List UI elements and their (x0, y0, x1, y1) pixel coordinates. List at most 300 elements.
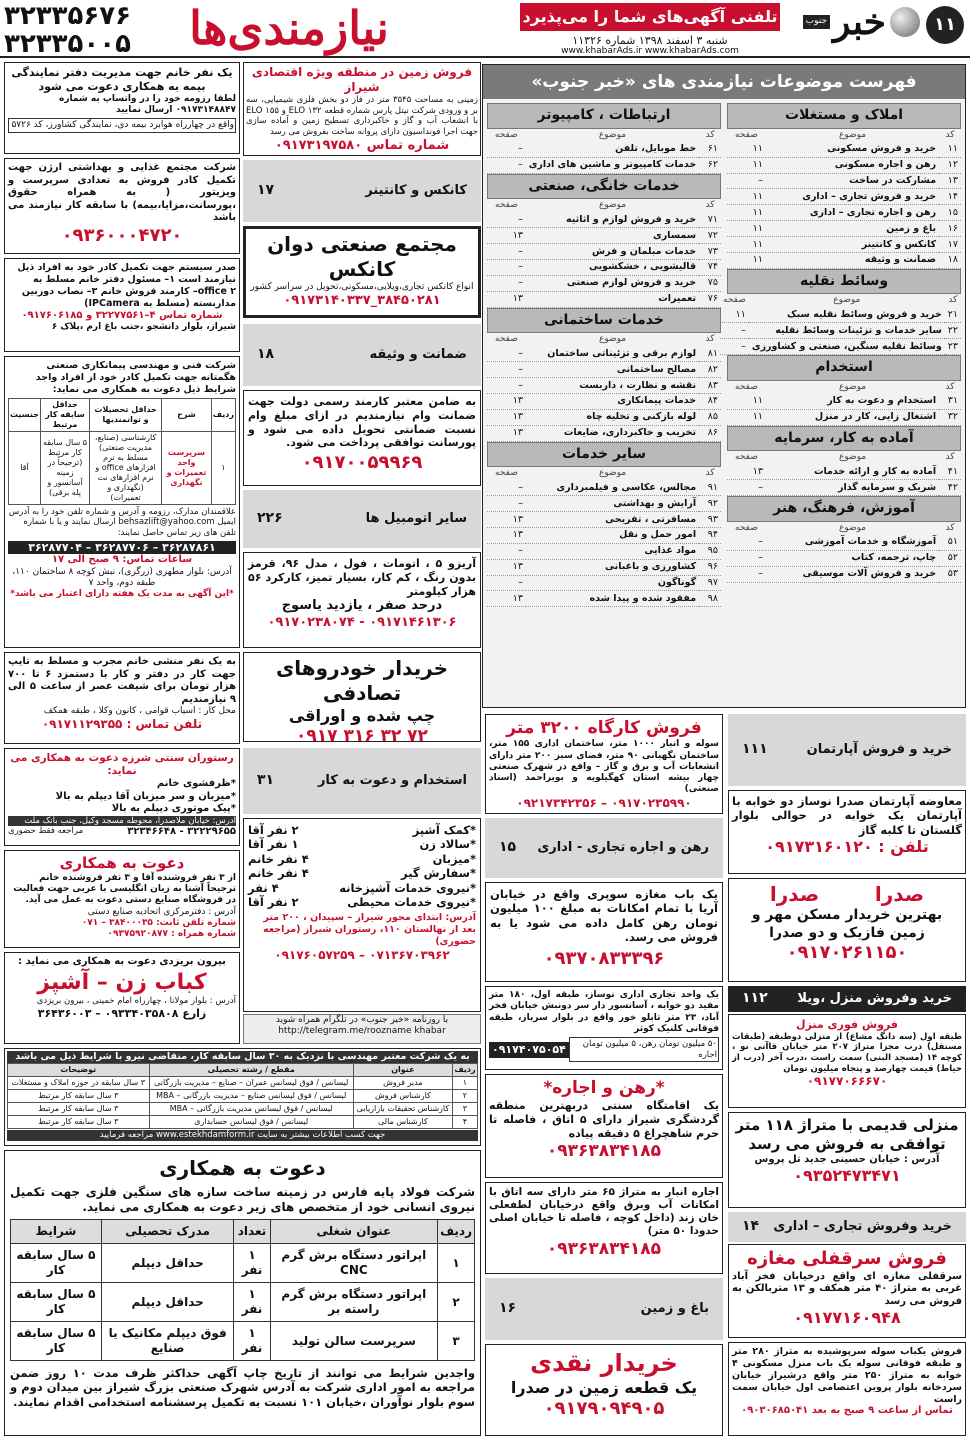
page-header (0, 0, 970, 58)
index-category-heading: آموزش، فرهنگ، هنر (727, 496, 961, 522)
table-cell: ۳ (452, 1102, 477, 1115)
index-category-heading: وسائط نقلیه (727, 269, 961, 295)
index-subject: آرایش و بهداشتی (526, 496, 699, 512)
table-row (8, 1102, 478, 1115)
index-column-header: موضوع (838, 129, 867, 140)
table-row (8, 1115, 478, 1128)
index-code: ۱۶ (939, 221, 961, 237)
job-count: ۴ نفر خانم (248, 851, 309, 866)
ad-kargah: فروش کارگاه ۳۲۰۰ متر سوله و انبار ۱۰۰۰ متر، ساختمان اداری ۱۵۵ متر، ساختمان نگهبانی ۹۰ متر، فضای سبز ۲۰۰ متر دارای انشعابات آب و برق و گاز – واقع در شهرک صنعتی چهار بیشه استان کهگیلویه و بویراحمد (اسناد صنعتی) ۰۹۲۱۷۳۴۲۳۵۶ – ۰۹۱۷۰۲۳۵۹۹۰ (485, 714, 723, 814)
index-row (487, 480, 721, 495)
table-cell: سرپرست سالن تولید (270, 1322, 438, 1361)
table-cell: مدیر فروش (353, 1076, 452, 1089)
section-rahn-tejari: رهن و اجاره تجاری - اداری ۱۵ (485, 818, 723, 878)
index-category-heading: خدمات ساختمانی (487, 308, 721, 334)
index-row (727, 464, 961, 479)
index-subject: مواد غذایی (526, 543, 699, 559)
index-column-header: صفحه (494, 129, 518, 140)
table-cell: کارشناس مالی (353, 1115, 452, 1128)
ad-rahn-eqamatgah: *رهن و اجاره* یک اقامتگاه سنتی دربهترین منطقه گردشگری شیراز دارای ۵ اتاق ، فاصله تا حرم شاهچراغ ۵ دقیقه پیاده ۰۹۳۶۳۸۳۴۱۸۵ (485, 1074, 723, 1178)
index-category-heading: املاک و مستغلات (727, 103, 961, 129)
index-subject: لوله بازکنی و تخلیه چاه (526, 409, 699, 425)
index-page: ۱۳ (487, 591, 526, 607)
table-header: عنوان (353, 1063, 452, 1076)
index-subject: اشتغال زایی، کار در منزل (766, 409, 939, 425)
ad-qadimi: منزلی قدیمی با متراژ ۱۱۸ متر توافقی به فروش می رسد آدرس : خیابان حسینی جدید تل پروس ۰۹۳۵۲۴۷۳۴۷۱ (728, 1112, 966, 1208)
index-code: ۱۱ (939, 142, 961, 157)
job-row (248, 881, 476, 895)
job-title: *میزبان (432, 851, 476, 866)
index-subject: مجالس، عکاسی و فیلمبرداری (526, 480, 699, 495)
index-column-header: موضوع (838, 452, 867, 463)
index-page: ۱۱ (727, 205, 766, 221)
index-page: ۱۱ (727, 252, 766, 268)
index-page: ۱۳ (487, 409, 526, 425)
section-tejari: خرید وفروش تجاری – اداری ۱۴ (728, 1212, 966, 1242)
index-page: – (720, 339, 749, 355)
index-subject: خط موبایل، تلفن (526, 142, 700, 157)
index-subject: خرید و فروش مسکونی (766, 142, 939, 157)
index-category-heading: آماده به کار، سرمایه (727, 426, 961, 452)
index-code: ۵۳ (939, 566, 961, 582)
index-column-header: کد (705, 200, 715, 210)
index-page: – (487, 378, 526, 394)
index-code: ۹۳ (699, 512, 721, 528)
ad-sadra: صدرا صدرا بهترین خریدار مسکن مهر و زمین فازیک و دو صدرا ۰۹۱۷۰۲۶۱۱۵۰ (728, 878, 966, 982)
index-code: ۵۱ (939, 535, 961, 550)
section-bagh: باغ و زمین ۱۶ (485, 1278, 723, 1340)
ad-apartment-swap: معاوضه آپارتمان صدرا نوساز دو خوابه با آپارتمان یک خوابه در حوالی بلوار گلستان تا کلبه گاز تلفن : ۰۹۱۷۳۱۶۰۱۲۰ (728, 790, 966, 874)
index-page: – (727, 480, 766, 496)
table-cell: لیسانس / فوق لیسانس مدیریت بازرگانی – MBA (149, 1102, 353, 1115)
index-row (727, 157, 961, 173)
index-page: – (487, 244, 526, 260)
index-subject: خدمات مبلمان و فرش (526, 244, 699, 260)
table-cell: ۵ سال سابقه کار (11, 1244, 102, 1283)
index-page: ۱۳ (487, 527, 526, 543)
index-page: ۱۳ (487, 291, 526, 307)
ad-soobari: یک باب مغازه سوپری واقع در خیابان آریا با تمام امکانات به مبلغ ۱۰۰ میلیون تومان رهن کامل داده می شود یا به فروش می رسد. ۰۹۳۷۰۸۳۳۳۹۶ (485, 882, 723, 982)
index-page: – (727, 550, 766, 566)
table-row (11, 1322, 475, 1361)
index-page: ۱۳ (487, 393, 526, 409)
ad-zemanat: به ضامن معتبر کارمند رسمی دولت جهت ضمانت وام نیازمندیم در ازای مبلغ وام نسبت ضمانتی تحویل داده می شود و پورسانت توافقی پرداخت می شود. ۰۹۱۷۰۰۵۹۹۶۹ (243, 390, 481, 486)
table-cell: ۲ (438, 1283, 475, 1322)
index-row (487, 543, 721, 559)
index-code: ۸۳ (699, 378, 721, 394)
index-page: ۱۱ (727, 394, 766, 409)
table-cell: فوق دیپلم مکانیک یا صنایع (101, 1322, 234, 1361)
index-code: ۱۵ (939, 205, 961, 221)
index-code: ۲۳ (945, 339, 961, 355)
index-row (727, 189, 961, 205)
index-row (727, 237, 961, 253)
index-subject: گوناگون (526, 575, 699, 591)
index-page: – (720, 323, 749, 339)
section-kanex: کانکس و کانتینر ۱۷ (243, 160, 481, 222)
index-column-header: صفحه (495, 334, 518, 344)
index-subject: خرید و فروش آلات موسیقی (766, 566, 939, 582)
index-subject: خرید و فروش لوازم و اثاثیه (526, 212, 699, 227)
header-phone-2: ۳۲۳۳۵۰۰۵ (4, 29, 131, 59)
index-code: ۸۵ (699, 409, 721, 425)
table-header: توضیحات (8, 1063, 150, 1076)
table-cell: ۲ (452, 1089, 477, 1102)
index-row (487, 142, 721, 157)
job-count: ۴ نفر خانم (248, 866, 309, 881)
index-subject: قالیشویی ، خشکشویی (526, 259, 699, 275)
ad-zamin-sale: فروش زمین در منطقه ویژه اقتصادی شیراز زمینی به مساحت ۳۵۴۵ متر در فاز دو بخش فلزی شیمیایی، سه بر و ورودی شرکت نیتل پارس شماره قطعه ۱۳۲ ELO و ۱۵۵ ELO با انشعاب آب و گاز و خاکبرداری تسطیح زمین و آماده سازی جهت اجرا فونداسیون دارای پروانه ساخت بفروش می رسد شماره تماس ۰۹۱۷۳۱۹۷۵۸۰ (243, 62, 481, 156)
section-auto: سایر اتومبیل ها ۲۲۶ (243, 490, 481, 548)
index-subject: خرید و فروش تجاری – اداری (766, 189, 939, 205)
engineering-table (7, 1063, 478, 1129)
index-page: – (487, 346, 526, 361)
index-column-header: موضوع (598, 468, 627, 478)
index-code: ۸۶ (699, 425, 721, 441)
index-code: ۷۴ (699, 259, 721, 275)
table-cell: لیسانس / فوق لیسانس صنایع – مدیریت بازرگانی – MBA (149, 1089, 353, 1102)
index-subject: مفقود شده و پیدا شده (526, 591, 699, 607)
index-page: ۱۳ (487, 228, 526, 244)
index-row (487, 393, 721, 409)
table-header: شرایط (11, 1220, 102, 1244)
index-code: ۸۱ (699, 346, 721, 361)
tagline: تلفنی آگهی‌های شما را می‌پذیرد (520, 3, 780, 31)
ad-soole: فروش یکباب سوله سرپوشیده به متراژ ۲۸۰ متر و طبقه فوقانی سوله یک باب منزل مسکونی ۴ خوابه به متراژ ۲۵۰ متر واقع درشیراز خیابان سردخانه بلوار پروین اعتصامی اول خیابان سمت راست تماس از ساعت ۹ صبح به بعد ۰۹۰۳۰۶۸۵۰۴۱ (728, 1342, 966, 1436)
job-count: ۲ نفر آقا (248, 823, 299, 837)
index-row (487, 346, 721, 361)
index-page: – (487, 212, 526, 227)
table-cell: کارشناس فروش (353, 1089, 452, 1102)
job-row (248, 837, 476, 851)
job-count: ۴ نفر (248, 880, 279, 895)
index-page: – (487, 157, 526, 173)
index-subject: امور حمل و نقل (526, 527, 699, 543)
index-page: – (727, 566, 766, 582)
index-code: ۸۲ (699, 362, 721, 378)
job-title: *نیروی خدمات محیطی (347, 894, 476, 909)
index-code: ۲۱ (945, 308, 961, 323)
table-cell: ۱ نفر (234, 1244, 270, 1283)
index-subject: چاپ، ترجمه، کتاب (766, 550, 939, 566)
index-code: ۶۲ (699, 157, 721, 173)
index-page: – (487, 480, 526, 495)
index-subject: خرید و فروش وسائط نقلیه سبک (749, 308, 945, 323)
index-row (727, 142, 961, 157)
index-subject: تخریب و خاکبرداری، ضایعات (526, 425, 699, 441)
index-left-column (487, 103, 721, 703)
index-row (487, 212, 721, 227)
ad-monshi: به یک نفر منشی خانم مجرب و مسلط به تایپ جهت کار در دفتر و کار با دستمزد ۶ تا ۷۰۰ هزار تومان برای شیفت عصر از ساعت ۵ الی ۹ نیازمندیم محل کار : اسیاب قوامی ، کانون وکلا ، طبقه همکف تلفن تماس : ۰۹۱۷۱۱۲۹۳۵۵ (4, 652, 240, 744)
table-header: تعداد (234, 1220, 270, 1244)
topic-index (482, 64, 966, 708)
index-subject: مشارکت در ساخت (766, 173, 939, 189)
job-row (248, 852, 476, 866)
ad-arjan: شرکت مجتمع غذایی و بهداشتی ارژن جهت تکمیل کادر فروش به تعدادی سرپرست و ویزیتور ( به همراه حقوق ،پورسانت،مزایا،بیمه) با سابقه کار نیازمند می باشد ۰۹۳۶۰۰۰۴۷۲۰ (4, 158, 240, 254)
index-subject: باغ و زمین (766, 221, 939, 237)
index-column-header: کد (705, 129, 715, 140)
logo: خبر جنوب (790, 2, 920, 42)
page-title: نیازمندی‌ها (189, 1, 389, 55)
index-subject: آموزشگاه و خدمات آموزشی (766, 535, 939, 550)
index-column-header: صفحه (495, 468, 518, 478)
ad-fooladpaye: دعوت به همکاری شرکت فولاد پایه فارس در زمینه ساخت سازه های سنگین فلزی جهت تکمیل نیروی انسانی خود از متخصص های زیر دعوت به همکاری می نماید. ردیف عنوان شغلی تعداد مدرک تحصیلی شرایط ۱ اپراتور دستگاه برش گرم CNC ۱ نفر حداقل دیپلم ۵ سال سابقه کار ۲ اپراتور دستگاه برش گرم راسته بر ۱ نفر حداقل دیپلم ۵ سال سابقه کار ۳ سرپرست سالن تولید ۱ نفر فوق دیپلم مکانیک یا صنایع ۵ سال سابقه کار واجدین شرایط می توانند از تاریخ چاپ آگهی حداکثر ظرف مدت ۱۰ روز ضمن مراجعه به امور اداری شرکت به آدرس شهرک صنعتی بزرگ شیراز بین میدان دوم و سوم بلوار نوآوران ،خیابان ۱۰۱ نسبت به تکمیل پرسشنامه استخدامی اقدام نمایند. (4, 1150, 481, 1436)
ad-sarqofli: فروش سرقفلی مغازه سرقفلی مغازه ای واقع درخیابان فخر آباد غربی به متراژ ۴۰ متر همکف و ۱۳ متربالکن به فروش می رسد ۰۹۱۷۷۱۶۰۹۴۸ (728, 1244, 966, 1338)
index-page: – (487, 543, 526, 559)
index-row (727, 550, 961, 566)
index-code: ۱۲ (939, 157, 961, 173)
table-cell: اپراتور دستگاه برش گرم راسته بر (270, 1283, 438, 1322)
websites[interactable]: www.khabarAds.ir www.khabarAds.com (561, 46, 739, 56)
ad-edari: یک واحد تجاری اداری نوساز، طبقه اول، ۱۸۰ متر مفید دو خوابه ، آسانسور دار سر دونبش خیابان فخر آباد، ۲۳ متر تابلو خور واقع در بلوار سرباز، طبقه فوقانی کلنیک کوثر ۵۰ میلیون تومان رهن، ۵ میلیون تومان اجاره ۰۹۱۷۴۰۷۵۰۵۴ (485, 986, 723, 1070)
index-page: – (487, 362, 526, 378)
index-page: – (487, 259, 526, 275)
header-phone-1: ۳۲۳۳۵۶۷۶ (4, 1, 131, 31)
index-subject: خرید و فروش لوازم صنعتی (526, 275, 699, 291)
job-title: *سفارش گیر (401, 866, 476, 881)
index-column-header: صفحه (495, 200, 518, 210)
ad-restaurant-shiraz: *کمک آشپز ۲ نفر آقا *سالاد زن ۱ نفر آقا *میزبان ۴ نفر خانم *سفارش گیر ۴ نفر خانم *نیروی خدمات آشپزخانه ۴ نفر *نیروی خدمات محیطی ۲ نفر آقا آدرس: ابتدای محور شیراز – سپیدان ، ۲۰۰ متر بعد از نهالستان ۱۱۰، رستوران شیراز (مراجعه حضوری) ۰۹۱۷۶۰۵۷۲۵۹ – ۰۷۱۳۶۷۰۳۹۶۲ (243, 818, 481, 1012)
index-row (727, 221, 961, 237)
index-category-table (487, 129, 721, 174)
index-page: ۱۱ (727, 221, 766, 237)
index-code: ۵۲ (939, 550, 961, 566)
table-cell: ۱ (452, 1076, 477, 1089)
index-column-header: موضوع (598, 334, 627, 344)
index-page: ۱۳ (727, 464, 766, 479)
index-subject: سمساری (526, 228, 699, 244)
index-code: ۳۲ (939, 409, 961, 425)
index-row (727, 394, 961, 409)
index-page: ۱۳ (487, 425, 526, 441)
ad-kharidar-naqdi: خریدار نقدی یک قطعه زمین در صدرا ۰۹۱۷۹۰۹۴۹۰۵ (485, 1344, 723, 1436)
index-title: فهرست موضوعات نیازمندی های «خبر جنوب» (483, 65, 965, 99)
table-cell: اپراتور دستگاه برش گرم CNC (270, 1244, 438, 1283)
table-row (8, 1089, 478, 1102)
index-page: – (487, 275, 526, 291)
index-page: ۱۱ (727, 189, 766, 205)
index-row (487, 228, 721, 244)
index-row (487, 527, 721, 543)
table-row (8, 1076, 478, 1089)
index-column-header: موضوع (598, 200, 627, 210)
ad-bimeh: یک نفر خانم جهت مدیریت دفتر نمایندگی بیمه به همکاری دعوت می شود لطفا رزومه خود را در واتساپ به شماره ۰۹۱۷۳۱۴۸۸۴۷ ارسال نمایید واقع در چهارراه هوابرد بیمه دی، نمایندگی کشاورز، کد ۵۷۲۶ (4, 62, 240, 154)
table-cell: حداقل دیپلم (101, 1283, 234, 1322)
job-title: *سالاد زن (419, 837, 476, 852)
index-row (720, 308, 961, 323)
index-subject: خدمات پیمانکاری (526, 393, 699, 409)
index-code: ۴۲ (939, 480, 961, 496)
index-category-table (727, 381, 961, 426)
index-row (487, 362, 721, 378)
ad-villa: فروش فوری منزل طبقه اول (سه دانگ مشاع) از منزلی دوطبقه (طبقات مستقل) درب مجزا متراژ ۲۰۷ متر خیابان قاآنی نو ، کوچه ۱۴ (مسجد البنی) سمت راست ،درب آخر (درب از حیاط) قیمت چهارصد و پنجاه میلیون تومان ۰۹۱۷۷۰۶۶۶۷۰ (728, 1014, 966, 1108)
index-row (487, 559, 721, 575)
index-row (487, 425, 721, 441)
index-code: ۷۱ (699, 212, 721, 227)
index-subject: لوازم برقی و تزئیناتی ساختمان (526, 346, 699, 361)
index-page: ۱۱ (727, 142, 766, 157)
index-code: ۲۲ (945, 323, 961, 339)
index-column-header: صفحه (735, 452, 758, 463)
index-category-heading: استخدام (727, 355, 961, 381)
ad-kanex: مجتمع صنعتی دوان کانکس انواع کانکس تجاری،ویلایی،مسکونی،تحویل در سراسر کشور ۰۹۱۷۳۱۴۰۳۳۷_۳۸۴۵۰۲۸۱ (243, 226, 481, 318)
issue-date: شنبه ۳ اسفند ۱۳۹۸ شماره ۱۱۳۲۶ (572, 34, 728, 47)
index-column-header: موضوع (833, 295, 861, 306)
index-subject: خدمات کامپیوتر و ماشین های اداری (526, 157, 700, 173)
table-header: مقطع / رشته تحصیلی (149, 1063, 353, 1076)
table-header: ردیف (452, 1063, 477, 1076)
index-page: ۱۱ (727, 409, 766, 425)
index-subject: وسائط نقلیه سنگین، صنعتی و کشاورزی (749, 339, 945, 355)
index-code: ۷۲ (699, 228, 721, 244)
hegmataneh-table: ردیف شرح حداقل تحصیلات و توانمندیها حداقل سابقه کار مرتبط جنسیت ۱ سرپرست واحد تعمیرات و نگهداری کارشناسی (صنایع، مدیریت صنعتی) مسلط به نرم افزارهای office و نرم افزارهای نت (نگهداری و تعمیرات) ۵ سال سابقه کار مرتبط (ترجیحاً در زمینه آسانسور و پله برقی) آقا (8, 398, 236, 505)
index-column-header: موضوع (838, 522, 867, 533)
index-subject: رهن و اجاره تجاری – اداری (766, 205, 939, 221)
table-cell: لیسانس / فوق لیسانس عمران – صنایع – مدیریت بازرگانی (149, 1076, 353, 1089)
job-count: ۱ نفر آقا (248, 837, 299, 852)
index-column-header: صفحه (735, 129, 758, 140)
section-estekhdam: استخدام و دعوت به کار ۳۱ (243, 748, 481, 814)
index-column-header: کد (945, 129, 955, 140)
job-list (248, 823, 476, 909)
ad-rahn-anbar: اجاره انبار به متراژ ۶۵ متر دارای سه اتاق با امکانات آب وبرق واقع درخیابان لطفعلی خان زند (داخل کوچه ، فاصله تا خیابان اصلی حدودا ۵۰ متر) ۰۹۳۶۳۸۳۴۱۸۵ (485, 1182, 723, 1274)
index-column-header: کد (705, 468, 715, 478)
index-category-heading: ارتباطات ، کامپیوتر (487, 103, 721, 129)
ad-sharzeh: رستوران سنتی شرزه دعوت به همکاری می نماید: *ظرفشوی خانم *میزبان و سر میزبان آقا دیپلم به بالا *پیک موتوری دیپلم به بالا آدرس: خیابان ملاصدرا، محوطه مسجد وکیل، جنب بانک ملت ۳۲۲۲۹۶۵۵ - ۳۲۳۴۶۶۴۸ مراجعه فقط حضوری (4, 748, 240, 846)
table-row (11, 1283, 475, 1322)
globe-icon (890, 7, 920, 37)
index-category-table (727, 129, 961, 269)
table-cell: کارشناس تحقیقات بازاریابی (353, 1102, 452, 1115)
index-row (487, 496, 721, 512)
index-column-header: صفحه (723, 295, 746, 306)
job-row (248, 895, 476, 909)
index-subject: مصالح ساختمانی (526, 362, 699, 378)
index-code: ۸۴ (699, 393, 721, 409)
index-page: – (487, 575, 526, 591)
index-column-header: کد (945, 522, 955, 533)
index-category-heading: خدمات خانگی، صنعتی (487, 174, 721, 200)
job-title: *کمک آشپز (412, 823, 476, 837)
job-row (248, 823, 476, 837)
table-cell: ۱ نفر (234, 1322, 270, 1361)
index-row (720, 323, 961, 339)
index-code: ۹۱ (699, 480, 721, 495)
table-cell: ۴ (452, 1115, 477, 1128)
index-code: ۷۵ (699, 275, 721, 291)
table-cell: ۵ سال سابقه کار (11, 1283, 102, 1322)
ad-sanaye-dasti: دعوت به همکاری از ۳ نفر فروشنده آقا و ۳ نفر فروشنده خانم ترجیحاً آشنا به زبان انگلیسی با عربی جهت فعالیت در فروشگاه صنایع دستی دعوت به عمل می آید. آدرس : دفترمرکزی اتحادیه صنایع دستی شماره تلفن ثابت: ۳۸۴۰۰۰۳۵ – ۰۷۱ شماره همراه : ۰۹۳۷۵۹۲۰۸۷۷ (4, 850, 240, 948)
index-code: ۹۲ (699, 496, 721, 512)
index-code: ۹۴ (699, 527, 721, 543)
section-zemanat: ضمانت و وثیقه ۱۸ (243, 324, 481, 386)
index-row (487, 244, 721, 260)
table-header: مدرک تحصیلی (101, 1220, 234, 1244)
index-row (720, 339, 961, 355)
index-subject: آماده به کار و ارائه خدمات (766, 464, 939, 479)
index-subject: سایر خدمات و تزئینات وسائط نقلیه (749, 323, 945, 339)
index-subject: کانکس و کانتینر (766, 237, 939, 253)
index-code: ۶۱ (699, 142, 721, 157)
job-count: ۲ نفر آقا (248, 894, 299, 909)
index-row (487, 512, 721, 528)
index-code: ۱۸ (939, 252, 961, 268)
job-title: *نیروی خدمات آشپزخانه (339, 880, 476, 895)
index-category-table (487, 333, 721, 442)
index-column-header: موضوع (598, 129, 627, 140)
index-row (727, 535, 961, 550)
index-category-table (720, 294, 961, 355)
table-cell: ۱ نفر (234, 1283, 270, 1322)
index-page: – (727, 173, 766, 189)
section-villa: خرید وفروش منزل ،ویلا ۱۱۲ (728, 986, 966, 1012)
cooperation-table (10, 1219, 475, 1361)
table-cell: حداقل دیپلم (101, 1244, 234, 1283)
index-column-header: صفحه (735, 522, 758, 533)
table-header: عنوان شغلی (270, 1220, 438, 1244)
index-page: ۱۳ (487, 559, 526, 575)
index-row (487, 259, 721, 275)
index-row (727, 480, 961, 496)
index-column-header: صفحه (735, 381, 758, 392)
job-row (248, 866, 476, 880)
table-cell: ۱ (438, 1244, 475, 1283)
index-row (727, 409, 961, 425)
index-row (487, 275, 721, 291)
table-cell: ۵ سال سابقه کار (11, 1322, 102, 1361)
index-page: ۱۱ (727, 157, 766, 173)
ad-arrizo: آریزو ۵ ، اتومات ، فول ، مدل ۹۶، قرمز بدون رنگ ، کم کار، بسیار تمیز، کارکرد ۵۶ هزار کیلومتر درحد صفر ، یازدید یاسوج ۰۹۱۷۰۲۳۸۰۷۴ - ۰۹۱۷۱۴۶۱۳۰۶ (243, 552, 481, 648)
index-row (487, 157, 721, 173)
index-category-table (487, 467, 721, 607)
index-subject: شریک و سرمایه گذار (766, 480, 939, 496)
table-cell: ۳ (438, 1322, 475, 1361)
table-cell: ۳ سال سابقه کار مرتبط (8, 1089, 150, 1102)
telegram-banner[interactable]: با روزنامه «خبر جنوب» در تلگرام همراه شوید http://telegram.me/roozname khabar (243, 1014, 481, 1044)
index-column-header: کد (945, 381, 955, 392)
index-row (727, 173, 961, 189)
index-row (487, 291, 721, 307)
index-code: ۹۵ (699, 543, 721, 559)
index-subject: نقشه و نظارت ، داربست (526, 378, 699, 394)
index-subject: مسافرتی ، تفریحی (526, 512, 699, 528)
index-row (487, 575, 721, 591)
table-cell: ۳ سال سابقه کار مرتبط (8, 1115, 150, 1128)
index-row (727, 566, 961, 582)
index-subject: استخدام و دعوت به کار (766, 394, 939, 409)
index-category-table (727, 522, 961, 583)
index-subject: ضمانت و وثیقه (766, 252, 939, 268)
ad-hegmataneh: شرکت فنی و مهندسی پیمانکاری صنعتی هگمتانه جهت تکمیل کادر خود از افراد واجد شرایط ذیل دعوت به همکاری می نماید: ردیف شرح حداقل تحصیلات و توانمندیها حداقل سابقه کار مرتبط جنسیت ۱ سرپرست واحد تعمیرات و نگهداری کارشناسی (صنایع، مدیریت صنعتی) مسلط به نرم افزارهای office و نرم افزارهای نت (نگهداری و تعمیرات) ۵ سال سابقه کار مرتبط (ترجیحاً در زمینه آسانسور و پله برقی) آقا علاقمندان مدارک، رزومه و آدرس و شماره تلفن خود را به آدرس ایمیل behsazlift@yahoo.com ارسال نمایند و یا با شماره تلفن های زیر تماس حاصل نمایند: ۳۶۲۸۷۸۶۱ – ۳۶۲۸۷۷۰۶ – ۳۶۲۸۷۷۰۴ ساعات تماس: ۹ صبح الی ۱۷ آدرس: بلوار مطهری (زرگری)، نبش کوچه ۸ ساختمان ۱۱۰، طبقه دوم، واحد ۷ *این آگهی به مدت یک هفته دارای اعتبار می باشد* (4, 356, 240, 648)
index-category-table (727, 451, 961, 496)
index-row (487, 378, 721, 394)
table-header: ردیف (438, 1220, 475, 1244)
table-cell: لیسانس / فوق لیسانس حسابداری (149, 1115, 353, 1128)
index-page: ۱۱ (727, 237, 766, 253)
index-page: ۱۱ (720, 308, 749, 323)
index-code: ۴۱ (939, 464, 961, 479)
index-category-heading: سایر خدمات (487, 442, 721, 468)
section-apartment: خرید و فروش آپارتمان ۱۱۱ (728, 714, 966, 786)
ad-engineering: به یک شرکت معتبر مهندسی با نزدیک به ۳۰ سال سابقه کار، متقاضی نیرو با شرایط ذیل می باشد ردیف عنوان مقطع / رشته تحصیلی توضیحات ۱ مدیر فروش لیسانس / فوق لیسانس عمران – صنایع – مدیریت بازرگانی ۳ سال سابقه در حوزه املاک و مستغلات ۲ کارشناس فروش لیسانس / فوق لیسانس صنایع – مدیریت بازرگانی – MBA ۳ سال سابقه کار مرتبط ۳ کارشناس تحقیقات بازاریابی لیسانس / فوق لیسانس مدیریت بازرگانی – MBA ۳ سال سابقه کار مرتبط ۴ کارشناس مالی لیسانس / فوق لیسانس حسابداری ۳ سال سابقه کار مرتبط جهت کسب اطلاعات بیشتر به سایت www.estekhdamform.ir مراجعه فرمایید (4, 1048, 481, 1146)
index-category-table (487, 199, 721, 308)
index-code: ۷۳ (699, 244, 721, 260)
index-column-header: موضوع (838, 381, 867, 392)
index-right-column (723, 103, 961, 703)
index-code: ۱۴ (939, 189, 961, 205)
index-code: ۹۷ (699, 575, 721, 591)
ad-sadr-system: صدر سیستم جهت تکمیل کادر خود به افراد ذیل نیازمند است ۱– مسئول دفتر خانم مسلط به office ۲– کارمند فروش خانم ۳– نصاب دوربین مداربسته (مسلط به IPCamera) شماره تماس ۴–۳۲۲۷۷۵۶۱ و ۰۹۱۷۶۰۶۱۸۵ شیراز، بلوار دانشجو ،جنب باغ ارم ،پلاک ۶ (4, 258, 240, 352)
